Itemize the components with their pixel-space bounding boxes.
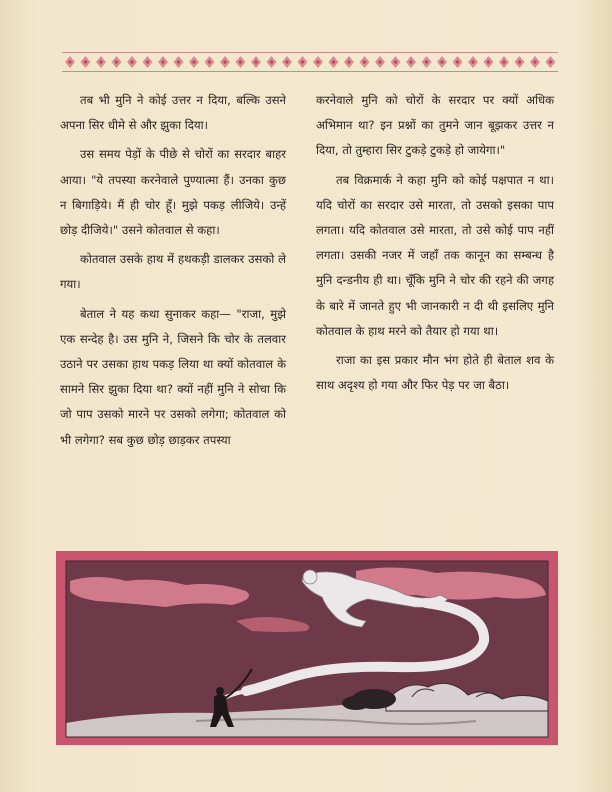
story-illustration xyxy=(56,551,558,745)
paragraph: तब विक्रमार्क ने कहा मुनि को कोई पक्षपात न था। यदि चोरों का सरदार उसे मारता, तो उसको इसका पाप लगता। यदि कोतवाल उसे मारता, तो उसे कोई पाप नहीं लगता। उसकी नजर में जहाँ तक कानून का सम्बन्ध है मुनि दन्डनीय ही था। चूँकि मुनि ने चोर की रहने की जगह के बारे में जानते हुए भी जानकारी न दी थी इसलिए मुनि कोतवाल के हाथ मरने को तैयार हो गया था। xyxy=(316,172,554,338)
border-motif xyxy=(205,56,215,68)
border-motif xyxy=(422,56,432,68)
right-text-column xyxy=(316,88,554,402)
king-head xyxy=(216,687,224,695)
vetal-head xyxy=(303,570,317,584)
border-motif xyxy=(499,56,509,68)
paragraph: कोतवाल उसके हाथ में हथकड़ी डालकर उसको ले गया। xyxy=(60,252,286,292)
border-motif xyxy=(236,56,246,68)
border-motif xyxy=(267,56,277,68)
border-motif xyxy=(360,56,370,68)
paragraph: बेताल ने यह कथा सुनाकर कहा— "राजा, मुझे एक सन्देह है। उस मुनि ने, जिसने कि चोर के तलवार उठाने पर उसका हाथ पकड़ लिया था क्यों कोतवाल के सामने सिर झुका दिया था? क्यों नहीं मुनि ने सोचा कि जो पाप उसको मारने पर उसको लगेगा; कोतवाल को भी लगेगा? सब कुछ छोड़ छाड़कर तपस्या xyxy=(60,306,286,447)
border-motif xyxy=(158,56,168,68)
border-motif xyxy=(406,56,416,68)
border-motif xyxy=(391,56,401,68)
border-motif xyxy=(127,56,137,68)
border-motif xyxy=(375,56,385,68)
border-motif xyxy=(468,56,478,68)
border-motif xyxy=(220,56,230,68)
shrub xyxy=(342,696,370,710)
border-motif xyxy=(143,56,153,68)
decorative-border xyxy=(62,52,558,72)
border-motif xyxy=(313,56,323,68)
border-motif xyxy=(515,56,525,68)
border-motif xyxy=(65,56,75,68)
border-motif xyxy=(530,56,540,68)
left-text-column xyxy=(60,88,286,457)
border-motif xyxy=(344,56,354,68)
border-motif xyxy=(546,56,556,68)
border-motif xyxy=(112,56,122,68)
border-motif xyxy=(96,56,106,68)
border-motif xyxy=(437,56,447,68)
paragraph: उस समय पेड़ों के पीछे से चोरों का सरदार बाहर आया। "ये तपस्या करनेवाले पुण्यात्मा हैं। उनका कुछ न बिगाड़िये। मैं ही चोर हूँ। मुझे पकड़ लीजिये। उन्हें छोड़ दीजिये।" उसने कोतवाल से कहा। xyxy=(60,147,286,238)
border-motif xyxy=(329,56,339,68)
paragraph: करनेवाले मुनि को चोरों के सरदार पर क्यों अधिक अभिमान था? इन प्रश्नों का तुमने जान बूझकर उत्तर न दिया, तो तुम्हारा सिर टुकड़े टुकड़े हो जायेगा।" xyxy=(316,93,554,158)
border-motif xyxy=(282,56,292,68)
border-motif xyxy=(453,56,463,68)
border-motif xyxy=(189,56,199,68)
paragraph: तब भी मुनि ने कोई उत्तर न दिया, बल्कि उसने अपना सिर धीमे से और झुका दिया। xyxy=(60,93,286,133)
border-motif xyxy=(484,56,494,68)
vetal-flying-scene xyxy=(56,551,558,745)
border-motif xyxy=(251,56,261,68)
paragraph: राजा का इस प्रकार मौन भंग होते ही बेताल शव के साथ अदृश्य हो गया और फिर पेड़ पर जा बैठा। xyxy=(316,353,554,393)
border-motif xyxy=(298,56,308,68)
border-motif xyxy=(81,56,91,68)
border-pattern xyxy=(62,53,558,71)
border-motif xyxy=(174,56,184,68)
